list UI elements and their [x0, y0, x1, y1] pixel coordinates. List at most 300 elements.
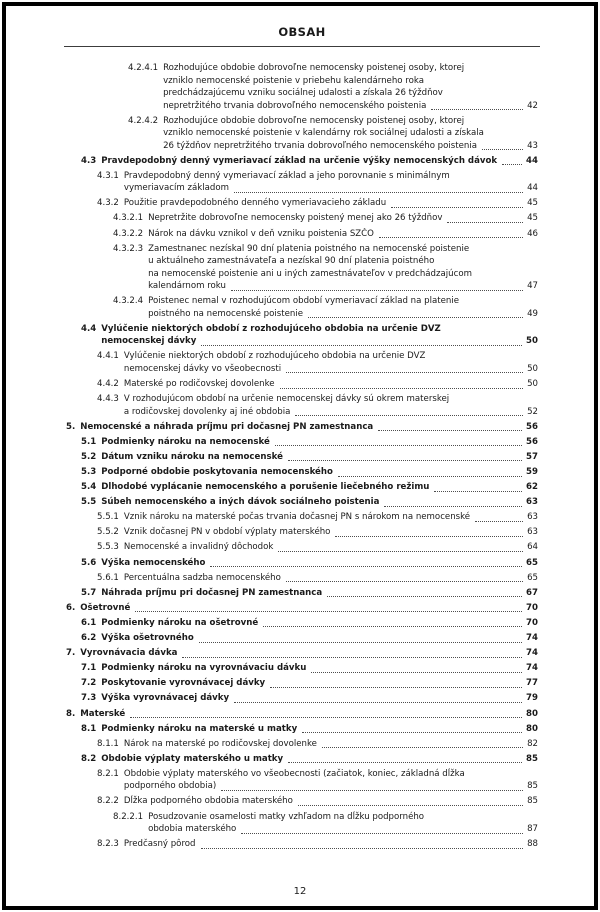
toc-entry-text: Materské: [80, 708, 126, 719]
toc-entry-body: [124, 511, 538, 524]
toc-entry-page: 44: [527, 183, 538, 194]
toc-entry: [66, 708, 538, 721]
toc-entry-lastline: [101, 466, 538, 479]
toc-entry-text: Poistenec nemal v rozhodujúcom období vymeriavací základ na platenie: [148, 296, 460, 307]
dot-leader: [311, 671, 522, 673]
dot-leader: [263, 625, 522, 627]
toc-entry-body: [124, 197, 538, 210]
dot-leader: [308, 316, 523, 318]
toc-entry-number: 4.3.2: [97, 198, 119, 209]
toc-entry-page: 80: [526, 708, 538, 719]
toc-entry-number: 8.1: [81, 723, 97, 734]
toc-entry: [97, 526, 538, 539]
toc-entry-lastline: [80, 708, 538, 721]
toc-entry-lastline: [101, 557, 538, 570]
toc-entry-lastline: [101, 436, 538, 449]
toc-entry-number: 8.: [66, 708, 76, 719]
toc-entry-text: predchádzajúcemu vzniku sociálnej udalosti a získala 26 týždňov: [163, 88, 443, 98]
toc-entry-lastline: [101, 632, 538, 645]
toc-entry-text: podporného obdobia): [123, 781, 217, 792]
toc-entry-body: [148, 212, 538, 225]
toc-entry-number: 8.2: [81, 753, 97, 764]
toc-entry-text: nepretržitého trvania dobrovoľného nemocenského poistenia: [163, 100, 427, 111]
toc-entry-page: 46: [527, 228, 538, 239]
toc-entry: [97, 795, 538, 808]
dot-leader: [384, 505, 522, 507]
dot-leader: [130, 716, 522, 718]
toc-entry: [81, 451, 538, 464]
toc-entry-body: [101, 662, 538, 675]
toc-entry-text: Nepretržite dobrovoľne nemocensky poistený menej ako 26 týždňov: [148, 213, 443, 224]
toc-entry-number: 5.3: [81, 467, 97, 477]
toc-entry-lastline: [101, 753, 538, 766]
toc-entry-page: 80: [526, 723, 538, 734]
toc-entry-page: 52: [527, 406, 538, 417]
toc-entry-body: [124, 572, 538, 585]
toc-entry-text: Podmienky nároku na ošetrovné: [101, 617, 259, 628]
toc-entry-number: 6.2: [81, 633, 97, 644]
toc-entry-text: na nemocenské poistenie ani u iných zamestnávateľov v predchádzajúcom: [148, 268, 472, 279]
toc-entry-lastline: [148, 823, 538, 836]
toc-entry: [66, 602, 538, 615]
toc-entry-page: 79: [526, 693, 538, 704]
toc-entry-page: 44: [526, 155, 538, 166]
toc-entry-body: [80, 421, 538, 434]
toc-entry: [97, 197, 538, 210]
toc-entry-lastline: [101, 481, 538, 494]
toc-entry-page: 42: [527, 100, 538, 111]
toc-entry-body: [101, 481, 538, 494]
toc-entry-body: [124, 795, 538, 808]
toc-entry: [81, 617, 538, 630]
toc-entry: [97, 838, 538, 851]
toc-entry-page: 59: [526, 467, 538, 477]
toc-entry-page: 88: [527, 839, 538, 850]
dot-leader: [199, 641, 522, 643]
toc-entry: [113, 243, 538, 293]
toc-entry-lastline: [80, 602, 538, 615]
toc-entry-page: 63: [527, 512, 538, 523]
toc-entry-page: 67: [526, 587, 538, 598]
toc-entry-text: Nárok na materské po rodičovskej dovolenke: [123, 738, 317, 749]
toc-entry-text: Dátum vzniku nároku na nemocenské: [101, 451, 283, 462]
toc-entry-body: [101, 496, 538, 509]
toc-entry-lastline: [124, 378, 538, 391]
toc-entry-lastline: [101, 451, 538, 464]
toc-entry-number: 5.6.1: [97, 572, 119, 583]
toc-entry-lastline: [163, 140, 538, 153]
toc-entry: [97, 170, 538, 195]
dot-leader: [286, 580, 523, 582]
toc-entry-body: [124, 378, 538, 391]
toc-entry-number: 5.1: [81, 436, 97, 447]
toc-entry-lastline: [101, 692, 538, 705]
toc-entry-body: [124, 393, 538, 418]
dot-leader: [288, 761, 522, 763]
toc-entry: [113, 295, 538, 320]
toc-entry-number: 5.5.1: [97, 512, 119, 523]
toc-entry: [81, 677, 538, 690]
toc-entry-lastline: [148, 280, 538, 293]
toc-entry-body: [124, 838, 538, 851]
dot-leader: [201, 847, 524, 849]
dot-leader: [135, 610, 522, 612]
dot-leader: [475, 520, 523, 522]
toc-entry-body: [101, 436, 538, 449]
toc-entry-number: 4.3: [81, 155, 97, 166]
toc-entry-number: 6.1: [81, 617, 97, 628]
toc-entry-number: 4.3.2.2: [113, 228, 144, 239]
toc-entry: [66, 647, 538, 660]
toc-entry-page: 50: [527, 379, 538, 390]
toc-entry-lastline: [101, 155, 538, 168]
toc-entry-page: 43: [527, 140, 538, 151]
toc-entry-text: Predčasný pôrod: [123, 839, 196, 850]
toc-entry: [81, 723, 538, 736]
toc-entry-number: 5.7: [81, 587, 97, 598]
toc-entry-page: 70: [526, 602, 538, 613]
toc-entry-text: Výška ošetrovného: [101, 633, 194, 644]
toc-entry-text: Súbeh nemocenského a iných dávok sociálneho poistenia: [101, 497, 380, 508]
toc-entry-number: 8.1.1: [97, 738, 119, 749]
dot-leader: [280, 387, 524, 389]
toc-entry-text: Pravdepodobný denný vymeriavací základ na určenie výšky nemocenských dávok: [101, 155, 498, 166]
toc-entry-body: [101, 466, 538, 479]
toc-heading: OBSAH: [278, 25, 326, 39]
toc-entry-body: [101, 677, 538, 690]
toc-entry-body: [101, 557, 538, 570]
toc-entry-body: [124, 768, 538, 793]
dot-leader: [502, 163, 522, 165]
toc-entry-text: vzniklo nemocenské poistenie v kalendárny rok sociálnej udalosti a získala: [163, 128, 484, 139]
toc-entry-body: [148, 295, 538, 320]
toc-entry-body: [101, 451, 538, 464]
toc-entry-body: [124, 170, 538, 195]
toc-entry-lastline: [124, 541, 538, 554]
toc-entry-body: [101, 692, 538, 705]
toc-entry-number: 7.: [66, 648, 76, 659]
toc-entry-page: 70: [526, 617, 538, 628]
toc-entry: [97, 350, 538, 375]
toc-entry-text: Obdobie výplaty materského u matky: [101, 753, 284, 764]
dot-leader: [241, 832, 523, 834]
toc-entry-lastline: [148, 212, 538, 225]
dot-leader: [298, 804, 523, 806]
dot-leader: [431, 108, 523, 110]
dot-leader: [278, 550, 523, 552]
toc-entry-text: Pravdepodobný denný vymeriavací základ a jeho porovnanie s minimálnym: [123, 170, 450, 181]
toc-entry-text: vymeriavacím základom: [123, 183, 229, 194]
toc-entry-lastline: [80, 421, 538, 434]
toc-entry-body: [101, 632, 538, 645]
toc-entry-number: 4.3.1: [97, 170, 119, 181]
toc-entry-number: 4.4.2: [97, 379, 119, 390]
toc-entry: [97, 738, 538, 751]
toc-entry-page: 77: [526, 678, 538, 689]
toc-entry-number: 7.2: [81, 678, 97, 689]
toc-entry-page: 65: [527, 572, 538, 583]
toc-entry-body: [101, 155, 538, 168]
toc-entry-body: [163, 115, 538, 153]
dot-leader: [434, 490, 522, 492]
toc-entry: [97, 511, 538, 524]
toc-entry-body: [101, 723, 538, 736]
toc-entry-number: 4.4.3: [97, 394, 119, 405]
toc-entry: [81, 632, 538, 645]
toc-entry-number: 4.4.1: [97, 351, 119, 362]
page-number: 12: [293, 886, 307, 897]
toc-entry-body: [101, 753, 538, 766]
dot-leader: [270, 686, 522, 688]
toc-entry-lastline: [124, 406, 538, 419]
toc-entry-number: 5.5.3: [97, 542, 119, 553]
header-divider: [64, 46, 540, 47]
toc-entry-body: [80, 708, 538, 721]
toc-entry-text: Percentuálna sadzba nemocenského: [123, 572, 281, 583]
toc-entry-text: Podmienky nároku na vyrovnávaciu dávku: [101, 663, 307, 674]
toc-entry-text: Použitie pravdepodobného denného vymeriavacieho základu: [123, 198, 387, 209]
dot-leader: [322, 746, 523, 748]
toc-entry-page: 45: [527, 198, 538, 209]
toc-entry-text: Poskytovanie vyrovnávacej dávky: [101, 678, 266, 689]
toc-entry-text: Ošetrovné: [80, 602, 131, 613]
toc-entry-page: 74: [526, 633, 538, 644]
toc-entry-lastline: [124, 526, 538, 539]
dot-leader: [295, 414, 523, 416]
toc-entry-text: Dĺžka podporného obdobia materského: [123, 796, 293, 807]
toc-entry-number: 4.3.2.3: [113, 243, 144, 254]
toc-entry-number: 5.: [66, 421, 76, 432]
toc-entry-page: 74: [526, 648, 538, 659]
dot-leader: [231, 289, 523, 291]
toc-entry-lastline: [148, 308, 538, 321]
toc-entry-page: 45: [527, 213, 538, 224]
dot-leader: [234, 191, 523, 193]
toc-entry-lastline: [101, 587, 538, 600]
toc-entry-text: Podporné obdobie poskytovania nemocenského: [101, 467, 333, 477]
toc-entry-text: 26 týždňov nepretržitého trvania dobrovoľného nemocenského poistenia: [163, 140, 478, 151]
toc-entry-number: 4.2.4.2: [128, 115, 159, 126]
toc-entry-page: 49: [527, 308, 538, 319]
toc-entry-body: [124, 350, 538, 375]
page-footer: [0, 886, 600, 898]
toc-entry-text: Nárok na dávku vznikol v deň vzniku poistenia SZČO: [148, 228, 374, 239]
toc-entry: [113, 212, 538, 225]
toc-entry-number: 4.4: [81, 323, 97, 334]
toc-entry-body: [80, 602, 538, 615]
toc-entry: [81, 753, 538, 766]
toc-entry-text: Výška nemocenského: [101, 557, 206, 568]
toc-entry-lastline: [101, 496, 538, 509]
toc-entry-text: V rozhodujúcom období na určenie nemocenskej dávky sú okrem materskej: [123, 394, 450, 405]
toc-entry-text: Nemocenské a invalidný dôchodok: [123, 542, 274, 553]
toc-entry-lastline: [124, 838, 538, 851]
toc-entry: [97, 768, 538, 793]
toc-entry-page: 57: [526, 451, 538, 462]
toc-entry: [81, 662, 538, 675]
dot-leader: [482, 148, 523, 150]
toc-entry-page: 85: [527, 796, 538, 807]
toc-entry: [81, 155, 538, 168]
toc-entry-page: 63: [526, 497, 538, 508]
toc-entry-text: obdobia materského: [148, 824, 237, 835]
toc-entry-body: [163, 62, 538, 112]
toc-entry-body: [124, 541, 538, 554]
toc-entry-number: 4.3.2.4: [113, 296, 144, 307]
toc-entry-number: 8.2.1: [97, 768, 119, 779]
page-content: [66, 26, 538, 853]
toc-entry-number: 4.3.2.1: [113, 213, 144, 224]
toc-entry-text: Vznik dočasnej PN v období výplaty materského: [123, 527, 331, 538]
toc-entry-page: 62: [526, 482, 538, 493]
toc-entry-body: [148, 811, 538, 836]
toc-entry-lastline: [124, 738, 538, 751]
toc-entry: [97, 572, 538, 585]
toc-entry-page: 65: [526, 557, 538, 568]
toc-entry-page: 50: [527, 363, 538, 374]
toc-entry-text: Vyrovnávacia dávka: [80, 648, 178, 659]
toc-entry-text: Rozhodujúce obdobie dobrovoľne nemocensky poistenej osoby, ktorej: [163, 115, 465, 126]
toc-entry-lastline: [124, 511, 538, 524]
toc-entry-lastline: [124, 197, 538, 210]
toc-entry-text: Výška vyrovnávacej dávky: [101, 693, 230, 704]
dot-leader: [447, 221, 523, 223]
toc-entry-lastline: [124, 780, 538, 793]
toc-entry-page: 85: [527, 781, 538, 792]
dot-leader: [335, 535, 523, 537]
toc-entry-page: 85: [526, 753, 538, 764]
toc-entry: [97, 378, 538, 391]
toc-entry-text: Vylúčenie niektorých období z rozhodujúceho obdobia na určenie DVZ: [101, 323, 441, 334]
toc-entry-lastline: [101, 677, 538, 690]
toc-entry-text: vzniklo nemocenské poistenie v priebehu kalendárneho roka: [163, 75, 424, 86]
toc-entry-lastline: [80, 647, 538, 660]
toc-entry: [81, 323, 538, 348]
toc-entry-page: 56: [526, 436, 538, 447]
toc-entry-body: [80, 647, 538, 660]
toc-entry-lastline: [163, 100, 538, 113]
toc-entry: [97, 393, 538, 418]
toc-entry-lastline: [124, 795, 538, 808]
toc-entry-lastline: [101, 335, 538, 348]
toc-entry-body: [101, 617, 538, 630]
toc-entry-text: Posudzovanie osamelosti matky vzhľadom na dĺžku podporného: [148, 811, 425, 822]
toc-entry-lastline: [124, 572, 538, 585]
dot-leader: [221, 789, 523, 791]
dot-leader: [378, 429, 522, 431]
toc-entry-text: Materské po rodičovskej dovolenke: [123, 379, 275, 390]
toc-entry-text: u aktuálneho zamestnávateľa a nezískal 90 dní platenia poistného: [148, 256, 435, 267]
toc-entry: [113, 811, 538, 836]
toc-entry-text: poistného na nemocenské poistenie: [148, 308, 303, 319]
dot-leader: [391, 206, 523, 208]
toc-entry-page: 64: [527, 542, 538, 553]
toc-entry-page: 47: [527, 281, 538, 292]
toc-entry-page: 74: [526, 663, 538, 674]
toc-entry-number: 4.2.4.1: [128, 63, 159, 73]
toc-entry-page: 82: [527, 738, 538, 749]
toc-entry-text: a rodičovskej dovolenky aj iné obdobia: [123, 406, 291, 417]
toc-entry-number: 5.6: [81, 557, 97, 568]
toc-entry-lastline: [124, 182, 538, 195]
toc-entry-text: kalendárnom roku: [148, 281, 226, 292]
dot-leader: [275, 444, 522, 446]
dot-leader: [379, 236, 523, 238]
toc-entry-body: [101, 323, 538, 348]
toc-entry-lastline: [101, 662, 538, 675]
toc-entry-lastline: [101, 617, 538, 630]
toc-entry-text: Nemocenské a náhrada príjmu pri dočasnej PN zamestnanca: [80, 421, 374, 432]
toc-entry: [81, 481, 538, 494]
toc-entry-number: 5.5: [81, 497, 97, 508]
toc-entry-number: 5.2: [81, 451, 97, 462]
dot-leader: [288, 459, 522, 461]
toc-entry-text: nemocenskej dávky: [101, 336, 197, 347]
toc-entry-text: Podmienky nároku na nemocenské: [101, 436, 270, 447]
toc-entry-lastline: [101, 723, 538, 736]
toc-entry-lastline: [148, 228, 538, 241]
toc-entry-text: Vylúčenie niektorých období z rozhodujúceho obdobia na určenie DVZ: [123, 351, 426, 362]
toc-entry-body: [148, 243, 538, 293]
toc-entry-page: 63: [527, 527, 538, 538]
toc-entry-number: 7.3: [81, 693, 97, 704]
toc-entry: [97, 541, 538, 554]
dot-leader: [286, 371, 523, 373]
toc-entry-text: nemocenskej dávky vo všeobecnosti: [123, 363, 282, 374]
dot-leader: [210, 565, 522, 567]
toc-entry-text: Obdobie výplaty materského vo všeobecnosti (začiatok, koniec, základná dĺžka: [123, 768, 465, 779]
dot-leader: [327, 595, 522, 597]
dot-leader: [201, 344, 522, 346]
toc-entry: [128, 62, 538, 112]
toc-entry-body: [124, 738, 538, 751]
toc-entry: [66, 421, 538, 434]
toc-entry: [81, 692, 538, 705]
toc-entry-page: 56: [526, 421, 538, 432]
toc-entry: [113, 228, 538, 241]
toc-entry: [81, 496, 538, 509]
toc-entry-text: Vznik nároku na materské počas trvania dočasnej PN s nárokom na nemocenské: [123, 512, 471, 523]
toc-entry-number: 5.4: [81, 482, 97, 493]
toc-entry-text: Zamestnanec nezískal 90 dní platenia poistného na nemocenské poistenie: [148, 243, 470, 254]
toc-entry-text: Náhrada príjmu pri dočasnej PN zamestnanca: [101, 587, 323, 598]
toc-entry-number: 5.5.2: [97, 527, 119, 538]
toc-entry-number: 8.2.2.1: [113, 811, 144, 822]
dot-leader: [338, 475, 522, 477]
toc-entry-body: [148, 228, 538, 241]
toc-entry: [81, 587, 538, 600]
toc-entry: [81, 466, 538, 479]
toc-entry-text: Dlhodobé vyplácanie nemocenského a porušenie liečebného režimu: [101, 482, 430, 493]
toc-entry-body: [101, 587, 538, 600]
dot-leader: [302, 731, 522, 733]
toc-entry: [81, 557, 538, 570]
dot-leader: [182, 656, 522, 658]
table-of-contents: [66, 62, 538, 851]
toc-entry-text: Rozhodujúce obdobie dobrovoľne nemocensky poistenej osoby, ktorej: [163, 63, 465, 73]
toc-entry-page: 87: [527, 824, 538, 835]
toc-entry: [81, 436, 538, 449]
toc-entry-number: 7.1: [81, 663, 97, 674]
toc-entry-number: 8.2.2: [97, 796, 119, 807]
toc-entry-text: Podmienky nároku na materské u matky: [101, 723, 298, 734]
toc-entry-lastline: [124, 363, 538, 376]
toc-entry-body: [124, 526, 538, 539]
toc-entry-number: 8.2.3: [97, 839, 119, 850]
toc-entry: [128, 115, 538, 153]
dot-leader: [234, 701, 522, 703]
toc-entry-number: 6.: [66, 602, 76, 613]
